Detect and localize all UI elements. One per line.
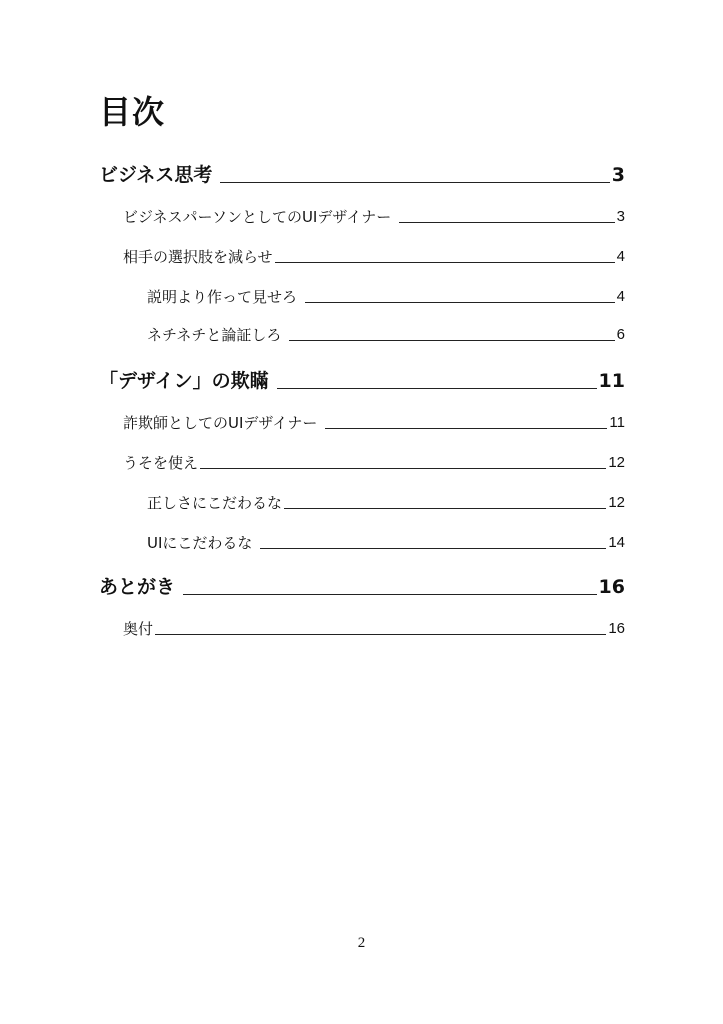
toc-entry-subsection[interactable] bbox=[147, 531, 625, 553]
toc-entry-page: 12 bbox=[608, 494, 625, 511]
toc-entry-subsection[interactable] bbox=[147, 285, 625, 307]
toc-leader-line bbox=[275, 261, 615, 263]
toc-entry-chapter[interactable] bbox=[99, 161, 625, 187]
toc-entry-page: 3 bbox=[611, 164, 625, 186]
toc-entry-section[interactable] bbox=[123, 411, 625, 433]
toc-entry-page: 12 bbox=[608, 454, 625, 471]
toc-leader-line bbox=[399, 221, 614, 223]
toc-entry-chapter[interactable] bbox=[99, 367, 625, 393]
toc-entry-title: ネチネチと論証しろ bbox=[147, 326, 282, 344]
toc-entry-page: 3 bbox=[616, 208, 625, 225]
toc-leader-line bbox=[277, 387, 597, 389]
toc-entry-page: 16 bbox=[608, 620, 625, 637]
toc-entry-title: 正しさにこだわるな bbox=[147, 494, 283, 512]
toc-entry-page: 11 bbox=[598, 370, 625, 392]
toc-leader-line bbox=[325, 427, 607, 429]
toc-leader-line bbox=[200, 467, 606, 469]
toc-entry-section[interactable] bbox=[123, 205, 625, 227]
toc-entry-title: うそを使え bbox=[123, 454, 199, 472]
toc-entry-title: 奥付 bbox=[123, 620, 154, 638]
toc-entry-page: 4 bbox=[616, 248, 625, 265]
toc-entry-section[interactable] bbox=[123, 245, 625, 267]
toc-entry-title: あとがき bbox=[99, 576, 176, 598]
toc-entry-page: 11 bbox=[609, 414, 625, 431]
toc-leader-line bbox=[260, 547, 606, 549]
toc-entry-subsection[interactable] bbox=[147, 491, 625, 513]
toc-entry-section[interactable] bbox=[123, 617, 625, 639]
page-number: 2 bbox=[357, 935, 366, 951]
toc-entry-title: UIにこだわるな bbox=[147, 534, 253, 552]
toc-entry-title: 説明より作って見せろ bbox=[147, 288, 298, 306]
toc-entry-title: ビジネスパーソンとしてのUIデザイナー bbox=[123, 208, 392, 226]
toc-entry-subsection[interactable] bbox=[147, 323, 625, 345]
toc-entry-chapter[interactable] bbox=[99, 573, 625, 599]
toc-entry-title: 詐欺師としてのUIデザイナー bbox=[123, 414, 318, 432]
toc-entry-section[interactable] bbox=[123, 451, 625, 473]
toc-leader-line bbox=[155, 633, 606, 635]
toc-entry-title: ビジネス思考 bbox=[99, 164, 213, 186]
toc-entry-page: 16 bbox=[598, 576, 625, 598]
toc-leader-line bbox=[220, 181, 609, 183]
toc-entry-page: 6 bbox=[616, 326, 625, 343]
toc-leader-line bbox=[289, 339, 614, 341]
page-title: 目次 bbox=[99, 93, 166, 131]
toc-leader-line bbox=[183, 593, 597, 595]
toc-leader-line bbox=[284, 507, 606, 509]
toc-entry-title: 「デザイン」の欺瞞 bbox=[99, 370, 269, 392]
toc-leader-line bbox=[305, 301, 615, 303]
toc-entry-title: 相手の選択肢を減らせ bbox=[123, 248, 273, 266]
toc-entry-page: 14 bbox=[608, 534, 625, 551]
toc-entry-page: 4 bbox=[616, 288, 625, 305]
